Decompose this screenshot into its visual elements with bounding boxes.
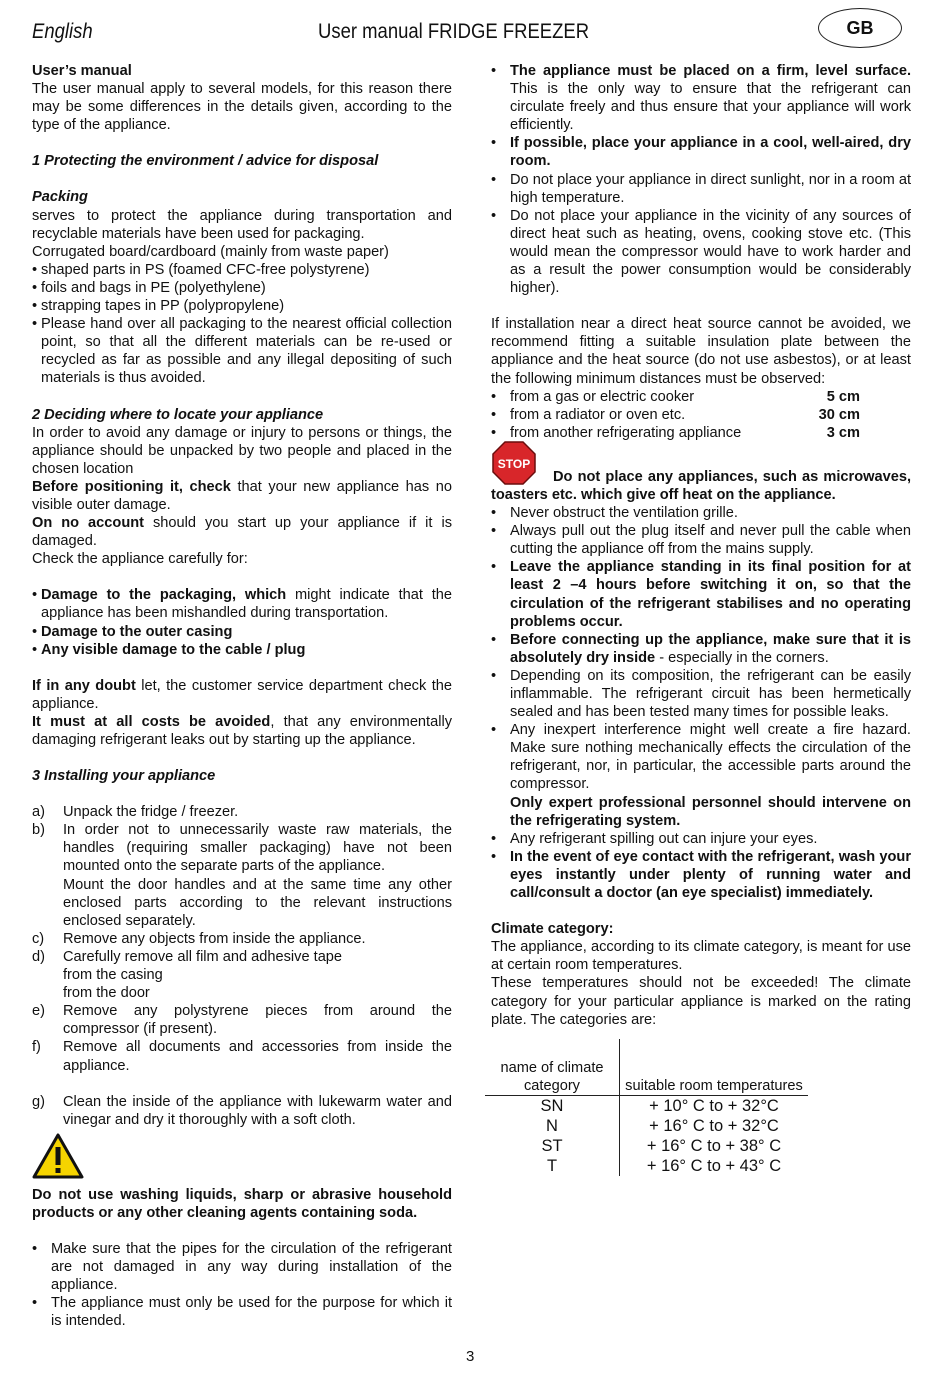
list-item: g) Clean the inside of the appliance with lukewarm water and vinegar and dry it thoroughly with a soft cloth. — [32, 1093, 452, 1128]
list-item: • foils and bags in PE (polyethylene) — [32, 279, 452, 297]
table-row — [485, 1136, 808, 1156]
list-item: • from another refrigerating appliance 3 cm — [491, 424, 911, 442]
svg-text:STOP: STOP — [497, 456, 531, 471]
install-step-g — [32, 1093, 452, 1129]
stop-warning — [491, 442, 911, 504]
table-header-temperature: suitable room temperatures — [625, 1077, 803, 1094]
list-item: from the casing — [63, 967, 163, 984]
intro-text: The user manual apply to several models, for this reason there may be some differences in the details given, according to the type of the appliance. — [32, 81, 452, 134]
page-number: 3 — [466, 1348, 475, 1365]
table-header-category: name of climate category — [485, 1039, 620, 1096]
list-item: d) Carefully remove all film and adhesive tape — [32, 948, 343, 965]
placement-list — [491, 62, 911, 297]
packing-text: serves to protect the appliance during transportation and recyclable materials have been used for packaging. — [32, 207, 452, 242]
safety-list — [491, 504, 911, 902]
section-2-text: In order to avoid any damage or injury to persons or things, the appliance should be unpacked by two people and placed in the chosen location — [32, 424, 452, 477]
table-cell: + 16° C to + 32°C — [649, 1116, 779, 1135]
list-item: • Do not place your appliance in direct sunlight, nor in a room at high temperature. — [491, 171, 911, 207]
table-cell: SN — [485, 1095, 620, 1116]
table-row — [485, 1116, 808, 1136]
list-item: • Make sure that the pipes for the circulation of the refrigerant are not damaged in any way during installation of the appliance. — [32, 1240, 452, 1294]
list-item: a) Unpack the fridge / freezer. — [32, 804, 239, 821]
doubt-text: If in any doubt let, the customer service department check the appliance. — [32, 677, 452, 712]
list-item: • Any refrigerant spilling out can injure your eyes. — [491, 830, 911, 848]
section-1-heading: 1 Protecting the environment / advice for disposal — [32, 153, 379, 170]
intro-heading: User’s manual — [32, 63, 132, 79]
table-cell: + 10° C to + 32°C — [649, 1096, 779, 1115]
table-row — [485, 1156, 808, 1176]
country-badge: GB — [818, 8, 902, 48]
table-cell: + 16° C to + 38° C — [646, 1136, 782, 1155]
corrugated-text: Corrugated board/cardboard (mainly from waste paper) — [32, 243, 389, 260]
list-item: c) Remove any objects from inside the appliance. — [32, 930, 366, 947]
distances-list — [491, 388, 911, 442]
climate-text-2: These temperatures should not be exceeded! The climate category for your particular appliance is marked on the rating plate. The categories are: — [491, 975, 911, 1028]
list-item: • shaped parts in PS (foamed CFC-free polystyrene) — [32, 261, 452, 279]
section-3-heading: 3 Installing your appliance — [32, 768, 216, 785]
list-item: b) In order not to unnecessarily waste raw materials, the handles (requiring smaller packaging) have not been mounted onto the separate parts of the appliance. — [32, 822, 452, 875]
stop-sign-icon — [491, 440, 537, 486]
check-text: Check the appliance carefully for: — [32, 551, 248, 568]
list-item: • Any inexpert interference might well create a fire hazard. Make sure nothing mechanically effects the circulation of the refrigerant, nor, in particular, the accessible parts around the compressor. Only expert professional personnel should intervene on the refrigerating system. — [491, 721, 911, 830]
table-cell: T — [485, 1156, 620, 1176]
list-item: • strapping tapes in PP (polypropylene) — [32, 297, 452, 315]
installation-text: If installation near a direct heat source cannot be avoided, we recommend fitting a suitable insulation plate between the appliance and the heat source (do not use asbestos), or at least the following minimum distances must be observed: — [491, 316, 911, 387]
stop-text: Do not place any appliances, such as microwaves, toasters etc. which give off heat on the appliance. — [491, 468, 911, 503]
list-item: • Any visible damage to the cable / plug — [32, 641, 452, 659]
climate-text-1: The appliance, according to its climate category, is meant for use at certain room temperatures. — [491, 939, 911, 974]
warning-triangle-icon — [32, 1133, 84, 1179]
list-item: • In the event of eye contact with the refrigerant, wash your eyes instantly under plenty of running water and call/consult a doctor (an eye specialist) immediately. — [491, 848, 911, 902]
packing-heading: Packing — [32, 189, 88, 206]
list-item: • Before connecting up the appliance, make sure that it is absolutely dry inside - especially in the corners. — [491, 631, 911, 667]
no-account-text: On no account should you start up your appliance if it is damaged. — [32, 515, 452, 550]
list-item: Mount the door handles and at the same time any other enclosed parts according to the relevant instructions enclosed separately. — [63, 876, 452, 929]
list-item: • from a radiator or oven etc. 30 cm — [491, 406, 911, 424]
climate-table — [485, 1039, 808, 1176]
section-2-heading: 2 Deciding where to locate your appliance — [32, 406, 324, 423]
list-item: • from a gas or electric cooker 5 cm — [491, 388, 911, 406]
list-item: • Damage to the packaging, which might indicate that the appliance has been mishandled during transportation. — [32, 586, 452, 622]
list-item: • Damage to the outer casing — [32, 623, 452, 641]
list-item: • Please hand over all packaging to the nearest official collection point, so that all the different materials can be re-used or recycled as far as possible and any illegal depositing of such materials is thus avoided. — [32, 315, 452, 387]
avoid-text: It must at all costs be avoided, that any environmentally damaging refrigerant leaks out by starting up the appliance. — [32, 713, 452, 748]
list-item: • Depending on its composition, the refrigerant can be easily inflammable. The refrigerant circuit has been hermetically sealed and has been tested many times for possible leaks. — [491, 667, 911, 721]
list-item: • Always pull out the plug itself and never pull the cable when cutting the appliance off from the mains supply. — [491, 522, 911, 558]
list-item: from the door — [63, 985, 150, 1002]
list-item: • The appliance must be placed on a firm, level surface. This is the only way to ensure that the refrigerant can circulate freely and thus ensure that your appliance will work efficiently. — [491, 62, 911, 134]
table-cell: ST — [485, 1136, 620, 1156]
before-positioning-text: Before positioning it, check that your new appliance has no visible outer damage. — [32, 478, 452, 513]
table-cell: + 16° C to + 43° C — [646, 1156, 782, 1175]
list-item: • Never obstruct the ventilation grille. — [491, 504, 911, 522]
list-item: • Do not place your appliance in the vicinity of any sources of direct heat such as heating, ovens, cooking stove etc. (This would mean the compressor would have to work harder and as a result the power consumption would be considerably higher). — [491, 207, 911, 297]
document-title: User manual FRIDGE FREEZER — [318, 20, 590, 43]
list-item: • If possible, place your appliance in a cool, well-aired, dry room. — [491, 134, 911, 170]
install-steps — [32, 803, 452, 1074]
right-column — [491, 62, 911, 1176]
left-column — [32, 62, 452, 1331]
list-item: e) Remove any polystyrene pieces from around the compressor (if present). — [32, 1003, 452, 1038]
final-list — [32, 1240, 452, 1330]
list-item: • Leave the appliance standing in its final position for at least 2 –4 hours before switching it on, so that the circulation of the refrigerant stabilises and no operating problems occur. — [491, 558, 911, 630]
packing-list — [32, 261, 452, 388]
table-header-row — [485, 1039, 808, 1096]
warning-text: Do not use washing liquids, sharp or abrasive household products or any other cleaning agents containing soda. — [32, 1186, 452, 1221]
list-item: f) Remove all documents and accessories from inside the appliance. — [32, 1039, 452, 1074]
list-item: • The appliance must only be used for the purpose for which it is intended. — [32, 1294, 452, 1330]
language-label: English — [32, 20, 93, 43]
table-row — [485, 1095, 808, 1116]
check-list — [32, 586, 452, 658]
table-cell: N — [485, 1116, 620, 1136]
climate-heading: Climate category: — [491, 921, 614, 938]
